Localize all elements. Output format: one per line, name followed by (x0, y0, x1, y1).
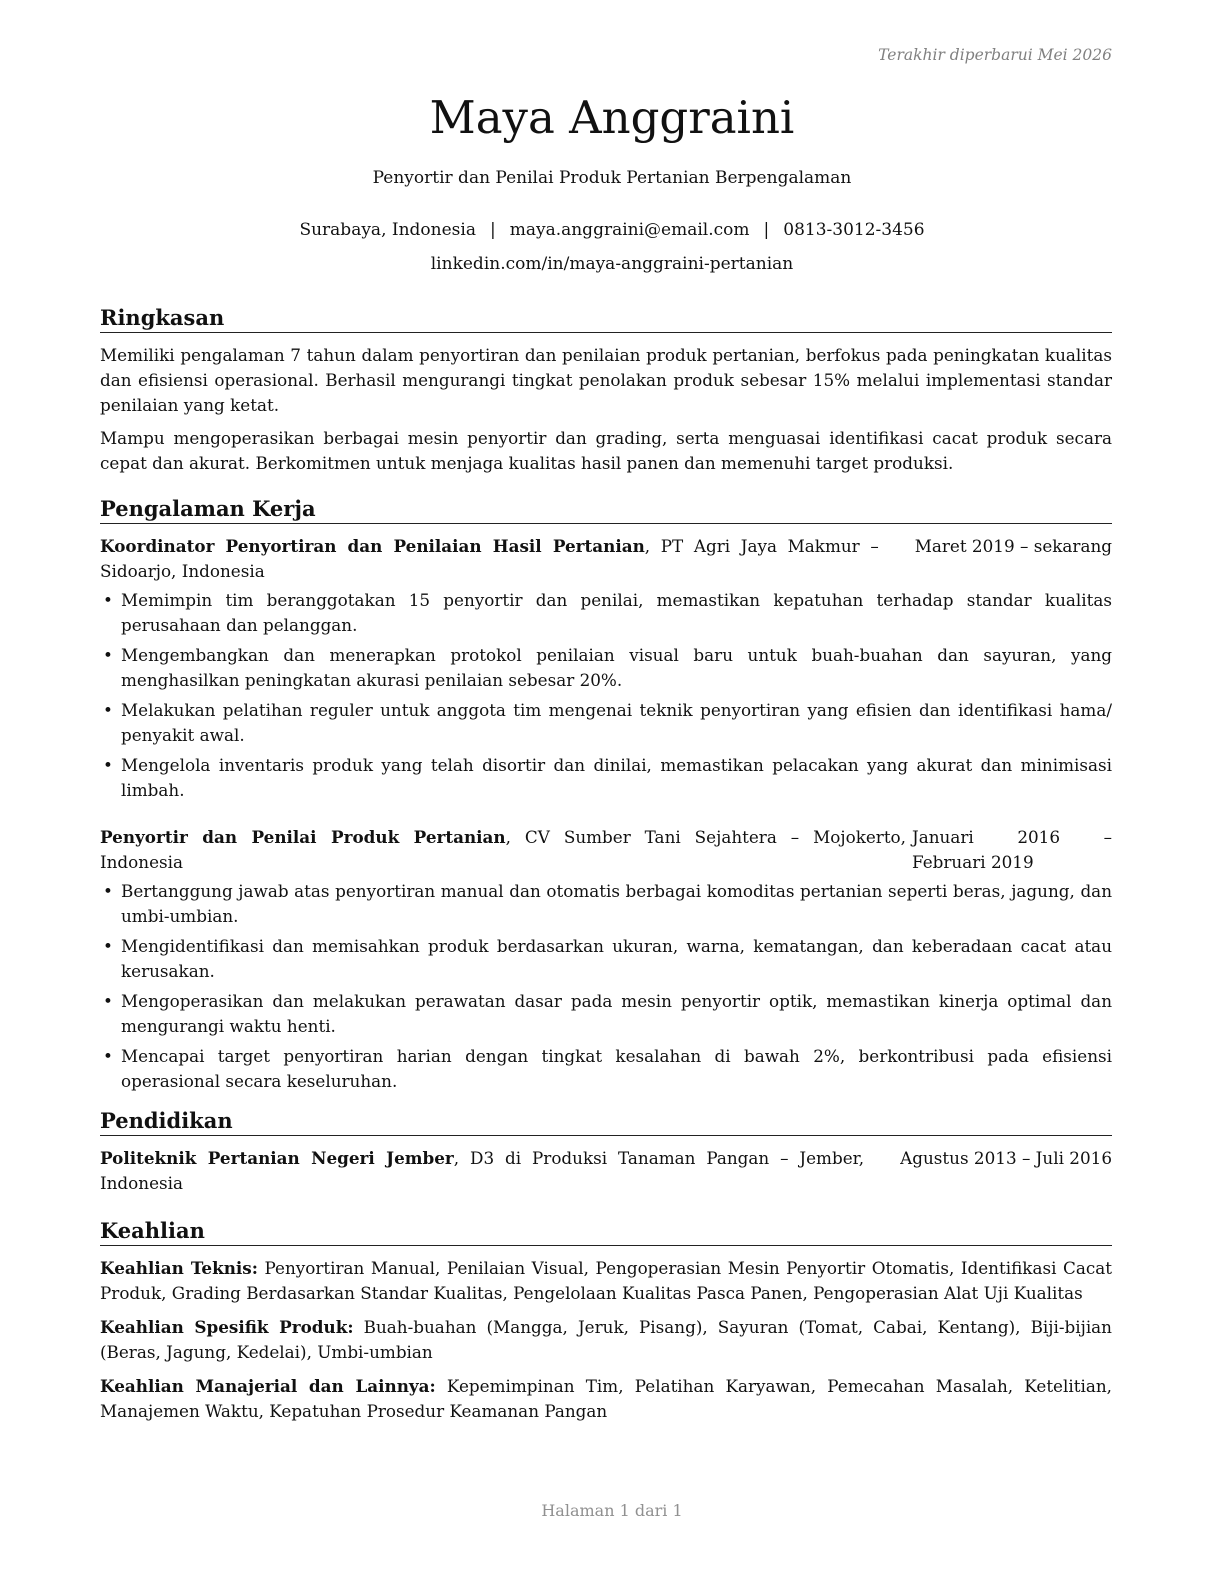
skill-label: Keahlian Spesifik Produk: (100, 1317, 354, 1337)
section-title: Pendidikan (100, 1108, 1112, 1136)
experience-section (100, 496, 1112, 1094)
job-header (100, 534, 1112, 584)
job-bullets (100, 879, 1112, 1094)
list-item: • Bertanggung jawab atas penyortiran manual dan otomatis berbagai komoditas pertanian seperti beras, jagung, dan umbi-umbian. (103, 881, 1112, 926)
bullet-icon: • (103, 700, 113, 720)
list-item: • Memimpin tim beranggotakan 15 penyortir dan penilai, memastikan kepatuhan terhadap standar kualitas perusahaan dan pelanggan. (103, 590, 1112, 635)
education-detail: , D3 di Produksi Tanaman Pangan – Jember, Indonesia (100, 1148, 865, 1193)
summary-section (100, 305, 1112, 476)
education-dates: Agustus 2013 – Juli 2016 (900, 1148, 1112, 1168)
summary-paragraph: Mampu mengoperasikan berbagai mesin penyortir dan grading, serta menguasai identifikasi cacat produk secara cepat dan akurat. Berkomitmen untuk menjaga kualitas hasil panen dan memenuhi target produksi. (100, 428, 1112, 473)
last-updated-note: Terakhir diperbarui Mei 2026 (878, 46, 1112, 64)
bullet-icon: • (103, 645, 113, 665)
education-entry (100, 1146, 1112, 1196)
skill-group (100, 1256, 1112, 1306)
skill-text: Penyortiran Manual, Penilaian Visual, Pengoperasian Mesin Penyortir Otomatis, Identifikasi Cacat Produk, Grading Berdasarkan Standar Kualitas, Pengelolaan Kualitas Pasca Panen, Pengoperasian Alat Uji Kualitas (100, 1258, 1112, 1303)
education-section (100, 1108, 1112, 1196)
job-dates: Januari 2016 – Februari 2019 (912, 827, 1112, 872)
list-item: • Mencapai target penyortiran harian dengan tingkat kesalahan di bawah 2%, berkontribusi pada efisiensi operasional secara keseluruhan. (103, 1046, 1112, 1091)
list-item: • Mengoperasikan dan melakukan perawatan dasar pada mesin penyortir optik, memastikan kinerja optimal dan mengurangi waktu henti. (103, 991, 1112, 1036)
bullet-icon: • (103, 590, 113, 610)
list-item: • Mengidentifikasi dan memisahkan produk berdasarkan ukuran, warna, kematangan, dan keberadaan cacat atau kerusakan. (103, 936, 1112, 981)
skill-group (100, 1315, 1112, 1365)
bullet-icon: • (103, 936, 113, 956)
bullet-icon: • (103, 755, 113, 775)
job-header (100, 825, 1112, 875)
section-title: Pengalaman Kerja (100, 496, 1112, 524)
job-dates: Maret 2019 – sekarang (914, 536, 1112, 556)
job-entry (100, 534, 1112, 803)
candidate-name: Maya Anggraini (429, 91, 795, 144)
location: Surabaya, Indonesia (299, 220, 476, 240)
list-item: • Mengembangkan dan menerapkan protokol penilaian visual baru untuk buah-buahan dan sayuran, yang menghasilkan peningkatan akurasi penilaian sebesar 20%. (103, 645, 1112, 690)
bullet-icon: • (103, 991, 113, 1011)
candidate-headline: Penyortir dan Penilai Produk Pertanian Berpengalaman (372, 168, 852, 188)
bullet-icon: • (103, 1046, 113, 1066)
phone-number: 0813-3012-3456 (783, 220, 925, 240)
job-org: , PT Agri Jaya Makmur – Sidoarjo, Indonesia (100, 536, 879, 581)
section-title: Keahlian (100, 1218, 1112, 1246)
skill-label: Keahlian Teknis: (100, 1258, 258, 1278)
page-number: Halaman 1 dari 1 (541, 1501, 683, 1520)
school-name: Politeknik Pertanian Negeri Jember (100, 1148, 454, 1168)
job-org: , CV Sumber Tani Sejahtera – Mojokerto, Indonesia (100, 827, 906, 872)
skill-label: Keahlian Manajerial dan Lainnya: (100, 1376, 436, 1396)
bullet-icon: • (103, 881, 113, 901)
job-role: Penyortir dan Penilai Produk Pertanian (100, 827, 506, 847)
skill-text: Kepemimpinan Tim, Pelatihan Karyawan, Pemecahan Masalah, Ketelitian, Manajemen Waktu, Kepatuhan Prosedur Keamanan Pangan (100, 1376, 1112, 1421)
contact-separator: | (763, 220, 770, 240)
job-bullets (100, 588, 1112, 803)
list-item: • Melakukan pelatihan reguler untuk anggota tim mengenai teknik penyortiran yang efisien dan identifikasi hama/ penyakit awal. (103, 700, 1112, 745)
job-entry (100, 825, 1112, 1094)
email-link[interactable]: maya.anggraini@email.com (509, 220, 750, 240)
summary-paragraph: Memiliki pengalaman 7 tahun dalam penyortiran dan penilaian produk pertanian, berfokus pada peningkatan kualitas dan efisiensi operasional. Berhasil mengurangi tingkat penolakan produk sebesar 15% melalui implementasi standar penilaian yang ketat. (100, 345, 1112, 415)
contact-line (0, 220, 1224, 240)
resume-content (100, 305, 1112, 1433)
skill-group (100, 1374, 1112, 1424)
linkedin-link[interactable]: linkedin.com/in/maya-anggraini-pertanian (430, 254, 794, 274)
contact-separator: | (489, 220, 496, 240)
section-title: Ringkasan (100, 305, 1112, 333)
skill-text: Buah-buahan (Mangga, Jeruk, Pisang), Sayuran (Tomat, Cabai, Kentang), Biji-bijian (Beras, Jagung, Kedelai), Umbi-umbian (100, 1317, 1112, 1362)
list-item: • Mengelola inventaris produk yang telah disortir dan dinilai, memastikan pelacakan yang akurat dan minimisasi limbah. (103, 755, 1112, 800)
skills-section (100, 1218, 1112, 1424)
job-role: Koordinator Penyortiran dan Penilaian Hasil Pertanian (100, 536, 645, 556)
